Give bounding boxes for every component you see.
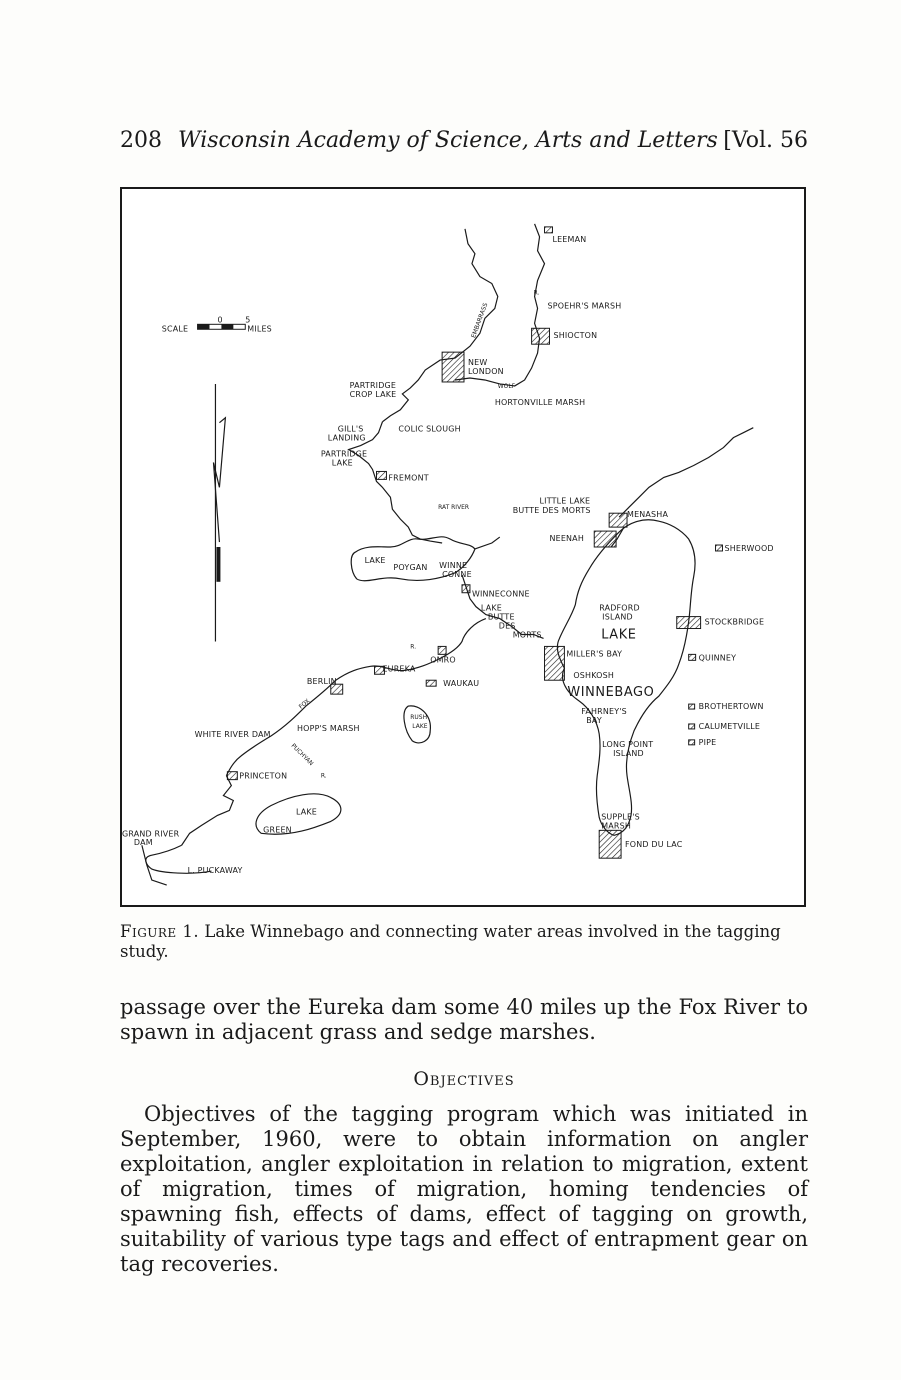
volume-label: [Vol. 56: [723, 128, 808, 153]
label-calumetville: CALUMETVILLE: [698, 721, 761, 731]
scale-five: 5: [245, 315, 251, 325]
label-winneconne: WINNECONNE: [471, 589, 530, 599]
label-rush-2: LAKE: [412, 722, 428, 730]
label-lbdm-2: BUTTE: [487, 612, 515, 622]
label-fahrneys-2: BAY: [586, 715, 602, 725]
figure-map: [120, 187, 806, 907]
label-fox: FOX: [297, 697, 312, 711]
label-rat-river: RAT RIVER: [438, 504, 470, 512]
label-spoehrs-marsh: SPOEHR'S MARSH: [547, 301, 622, 311]
label-lake-poygan-1: LAKE: [364, 555, 386, 565]
label-winne-2: CONNE: [442, 569, 472, 579]
scale-bar: [162, 315, 272, 333]
label-little-lake-1: LITTLE LAKE: [539, 496, 591, 506]
label-london: LONDON: [467, 367, 504, 377]
running-header: [120, 128, 808, 162]
label-supples-1: SUPPLE'S: [601, 812, 640, 822]
section-heading: Objectives: [413, 1068, 515, 1090]
label-embarrass: EMBARRASS: [470, 302, 490, 339]
label-gills-2: LANDING: [327, 433, 366, 443]
label-lbdm-1: LAKE: [480, 603, 502, 613]
label-little-lake-2: BUTTE DES MORTS: [512, 506, 591, 516]
label-green-lake-2: GREEN: [263, 825, 292, 835]
figure-number: Figure 1.: [120, 922, 200, 941]
label-radford-1: RADFORD: [599, 603, 640, 613]
label-grand-river-2: DAM: [133, 838, 153, 848]
label-puckaway: L. PUCKAWAY: [187, 866, 243, 876]
figure-caption: [120, 922, 810, 962]
label-omro: OMRO: [430, 655, 456, 665]
label-r2: R.: [410, 643, 417, 651]
label-sherwood: SHERWOOD: [724, 543, 774, 553]
label-white-river-dam: WHITE RIVER DAM: [194, 729, 271, 739]
label-brothertown: BROTHERTOWN: [698, 702, 764, 712]
label-hopps-marsh: HOPP'S MARSH: [296, 723, 360, 733]
label-berlin: BERLIN: [306, 677, 337, 687]
label-lake-big: LAKE: [601, 627, 637, 643]
label-radford-2: ISLAND: [602, 612, 633, 622]
label-partridge-lake-1: PARTRIDGE: [320, 449, 368, 459]
label-long-point-2: ISLAND: [613, 748, 644, 758]
label-hortonville-marsh: HORTONVILLE MARSH: [494, 397, 586, 407]
label-pipe: PIPE: [698, 737, 717, 747]
label-neenah: NEENAH: [549, 534, 584, 544]
label-long-point-1: LONG POINT: [602, 739, 654, 749]
label-fahrneys-1: FAHRNEY'S: [581, 707, 627, 717]
label-fremont: FREMONT: [388, 473, 429, 483]
label-partridge-crop-1: PARTRIDGE: [349, 380, 397, 390]
label-lbdm-4: MORTS: [512, 630, 542, 640]
label-partridge-lake-2: LAKE: [331, 458, 353, 468]
label-grand-river-1: GRAND RIVER: [122, 829, 180, 839]
label-winnebago-big: WINNEBAGO: [567, 685, 655, 701]
scale-label: SCALE: [161, 324, 189, 334]
label-menasha: MENASHA: [627, 510, 669, 520]
label-rush-1: RUSH: [410, 713, 428, 721]
label-green-lake-1: LAKE: [295, 807, 318, 817]
journal-title: Wisconsin Academy of Science, Arts and Letters: [178, 128, 718, 153]
label-millers-bay: MILLER'S BAY: [566, 649, 623, 659]
label-puchyan: PUCHYAN: [289, 742, 315, 768]
label-wolf: WOLF: [497, 382, 516, 390]
scale-zero: 0: [217, 315, 223, 325]
paragraph-objectives: Objectives of the tagging program which was initiated in September, 1960, were to obtain information on angler exploitation, angler exploitation in relation to migration, extent of migration, times of migration, homing tendencies of spawning fish, effects of dams, effect of tagging on growth, suitability of various type tags and effect of entrapment gear on tag recoveries.: [120, 1102, 808, 1276]
page-number: 208: [120, 128, 162, 153]
label-princeton: PRINCETON: [239, 771, 288, 781]
figure-caption-text: Lake Winnebago and connecting water areas involved in the tagging study.: [120, 922, 781, 961]
scale-unit: MILES: [247, 324, 272, 334]
label-lake-poygan-2: POYGAN: [393, 562, 428, 572]
label-winne-1: WINNE: [439, 560, 468, 570]
paragraph-continuation: passage over the Eureka dam some 40 miles up the Fox River to spawn in adjacent grass and sedge marshes.: [120, 995, 808, 1044]
north-arrow-icon: [213, 384, 225, 641]
label-eureka: EUREKA: [382, 664, 416, 674]
map-drawing: [122, 189, 804, 905]
label-fond-du-lac: FOND DU LAC: [625, 840, 683, 850]
label-lbdm-3: DES: [498, 621, 516, 631]
label-oshkosh: OSHKOSH: [573, 671, 615, 681]
label-new: NEW: [467, 358, 488, 368]
label-leeman: LEEMAN: [552, 234, 587, 244]
label-r3: R.: [320, 772, 327, 780]
label-quinney: QUINNEY: [698, 653, 737, 663]
label-waukau: WAUKAU: [443, 679, 480, 689]
label-r1: R.: [533, 289, 540, 297]
label-partridge-crop-2: CROP LAKE: [349, 389, 397, 399]
label-colic-slough: COLIC SLOUGH: [398, 424, 461, 434]
label-stockbridge: STOCKBRIDGE: [704, 617, 765, 627]
label-gills-1: GILL'S: [337, 424, 364, 434]
label-shiocton: SHIOCTON: [553, 331, 598, 341]
label-supples-2: MARSH: [601, 821, 631, 831]
